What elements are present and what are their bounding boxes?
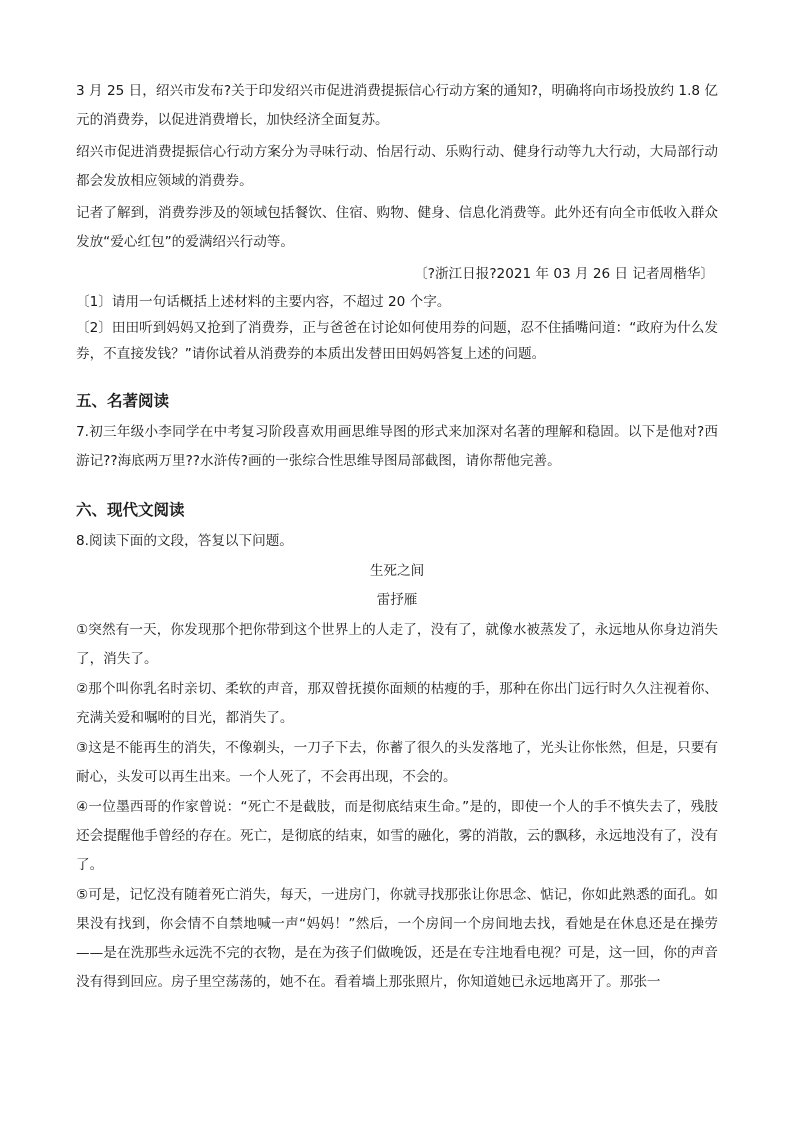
question-1: 〔1〕请用一句话概括上述材料的主要内容，不超过 20 个字。 [76,294,451,310]
section-5-heading: 五、名著阅读 [76,392,170,410]
section-6-heading: 六、现代文阅读 [76,501,185,519]
material-paragraph-2: 绍兴市促进消费提振信心行动方案分为寻味行动、怡居行动、乐购行动、健身行动等九大行动，大局部行动都会发放相应领域的消费券。 [76,144,718,189]
essay-paragraph-2: ②那个叫你乳名时亲切、柔软的声音，那双曾抚摸你面颊的枯瘦的手，那种在你出门远行时久久注视着你、充满关爱和嘱咐的目光，都消失了。 [76,681,718,726]
question-2: 〔2〕田田听到妈妈又抢到了消费券，正与爸爸在讨论如何使用券的问题，忍不住插嘴问道：“政府为什么发券，不直接发钱？”请你试着从消费券的本质出发替田田妈妈答复上述的问题。 [76,320,718,362]
essay-paragraph-1: ①突然有一天，你发现那个把你带到这个世界上的人走了，没有了，就像水被蒸发了，永远地从你身边消失了，消失了。 [76,622,718,667]
essay-paragraph-3: ③这是不能再生的消失，不像剃头，一刀子下去，你蓄了很久的头发落地了，光头让你怅然，但是，只要有耐心，头发可以再生出来。一个人死了，不会再出现，不会的。 [76,740,718,785]
question-8: 8.阅读下面的文段，答复以下问题。 [76,533,293,549]
essay-paragraph-4: ④一位墨西哥的作家曾说：“死亡不是截肢，而是彻底结束生命。”是的，即使一个人的手不慎失去了，残肢还会提醒他手曾经的存在。死亡，是彻底的结束，如雪的融化，雾的消散，云的飘移，永远地没有了，没有了。 [76,799,718,873]
material-paragraph-3: 记者了解到，消费券涉及的领域包括餐饮、住宿、购物、健身、信息化消费等。此外还有向全市低收入群众发放“爱心红包”的爱满绍兴行动等。 [76,205,718,250]
document-page [76,0,718,997]
essay-paragraph-5: ⑤可是，记忆没有随着死亡消失，每天，一进房门，你就寻找那张让你思念、惦记，你如此熟悉的面孔。如果没有找到，你会情不自禁地喊一声“妈妈！”然后，一个房间一个房间地去找，看她是在休息还是在操劳——是在洗那些永远洗不完的衣物，是在为孩子们做晚饭，还是在专注地看电视？可是，这一回，你的声音没有得到回应。房子里空荡荡的，她不在。看着墙上那张照片，你知道她已永远地离开了。那张一 [76,887,718,990]
question-7: 7.初三年级小李同学在中考复习阶段喜欢用画思维导图的形式来加深对名著的理解和稳固。以下是他对?西游记??海底两万里??水浒传?画的一张综合性思维导图局部截图，请你帮他完善。 [76,424,718,469]
essay-title: 生死之间 [369,563,425,579]
essay-author: 雷抒雁 [376,592,418,608]
material-source: 〔?浙江日报?2021 年 03 月 26 日 记者周楷华〕 [414,266,714,282]
material-paragraph-1: 3 月 25 日，绍兴市发布?关于印发绍兴市促进消费提振信心行动方案的通知?，明确将向市场投放约 1.8 亿元的消费券，以促进消费增长，加快经济全面复苏。 [76,83,718,128]
